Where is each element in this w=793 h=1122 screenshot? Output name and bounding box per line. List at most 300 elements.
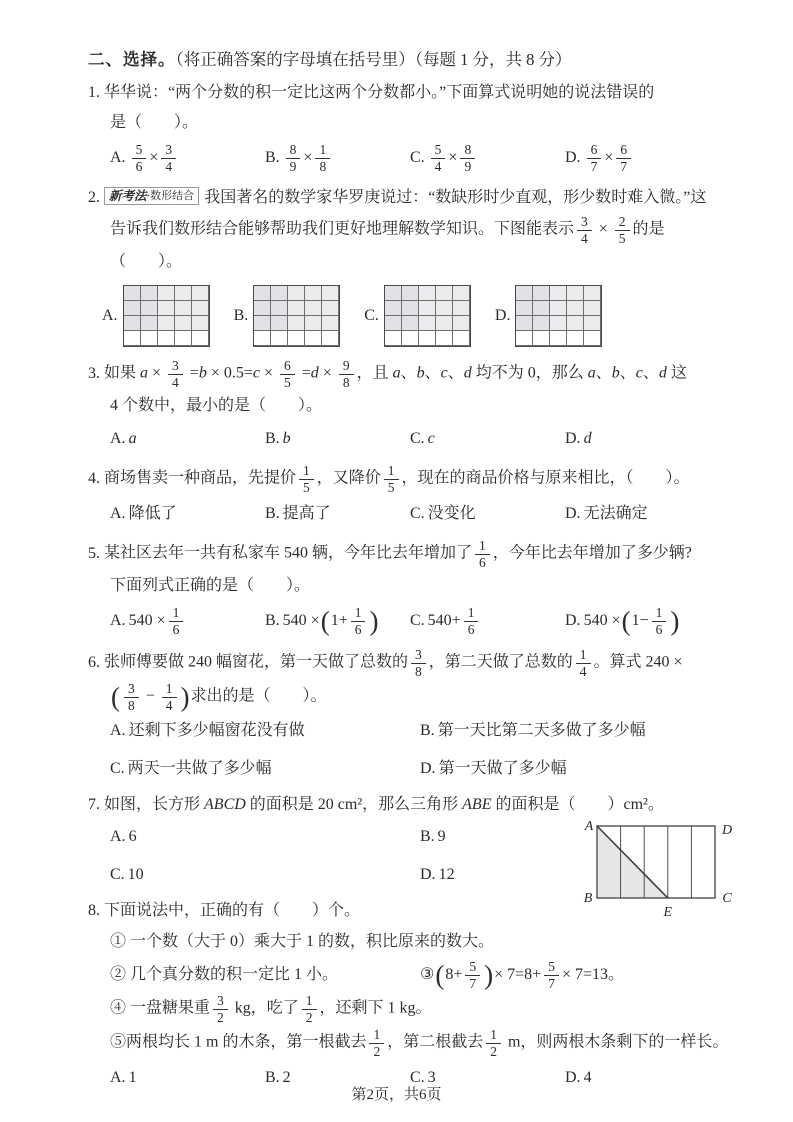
text: 求出的是（ ）。 <box>190 687 327 705</box>
question-line <box>88 391 735 421</box>
grid-option-d <box>495 285 603 347</box>
text: 的是（ ）。 <box>110 220 665 271</box>
math-variable: b <box>198 364 207 382</box>
text: ，第二根截去 <box>387 1034 484 1051</box>
grid-option-c <box>364 285 471 347</box>
fraction-denominator: 4 <box>577 230 592 247</box>
grid-cell <box>288 331 305 346</box>
option-a <box>110 822 420 852</box>
fraction-numerator: 6 <box>284 358 291 374</box>
statement-item <box>88 1026 735 1060</box>
math-variable: b <box>416 364 425 382</box>
fraction-numerator: 6 <box>590 142 598 157</box>
math-variable: c <box>440 364 448 382</box>
badge-main-text: 新考法 <box>109 189 147 204</box>
fraction <box>302 993 317 1025</box>
question-number: 2. <box>88 189 100 207</box>
text: 10 <box>127 866 144 884</box>
fraction-denominator: 9 <box>286 158 301 175</box>
question-number: 7. <box>88 796 100 814</box>
option-label: C. <box>410 505 425 523</box>
question-8 <box>88 896 735 1093</box>
fraction <box>299 463 314 495</box>
section-title: 选择。 <box>123 50 176 69</box>
grid-cell <box>584 331 601 346</box>
option-label: C. <box>410 1069 425 1087</box>
grid-cell <box>305 301 322 316</box>
option-d <box>565 499 735 529</box>
fraction-numerator: 1 <box>303 463 310 479</box>
statement-item <box>88 926 735 958</box>
grid-cell <box>550 301 567 316</box>
fraction-denominator: 5 <box>615 230 630 247</box>
grid-cell <box>158 331 175 346</box>
fraction <box>384 463 399 495</box>
big-paren: ) <box>670 606 680 637</box>
grid-cell <box>453 301 470 316</box>
option-label: A. <box>110 612 126 630</box>
option-d <box>420 754 735 784</box>
text: ④ 一盘糖果重 <box>110 999 211 1017</box>
grid-cell <box>385 301 402 316</box>
question-3 <box>88 357 735 454</box>
text: = <box>185 364 199 382</box>
fraction-denominator: 4 <box>162 697 177 714</box>
grid-cell <box>192 331 209 346</box>
fraction-denominator: 7 <box>616 158 631 175</box>
text: 540 × <box>583 612 621 630</box>
option-c <box>410 499 565 529</box>
fraction <box>411 647 426 679</box>
grid-cell <box>141 301 158 316</box>
grid-option-b <box>234 285 341 347</box>
fraction-denominator: 4 <box>431 158 446 175</box>
math-variable: b <box>611 364 620 382</box>
grid-cell <box>516 286 533 301</box>
fraction-numerator: 8 <box>289 142 297 157</box>
option-label: B. <box>265 1069 280 1087</box>
option-c <box>410 604 565 638</box>
grid-cell <box>567 286 584 301</box>
text: m，则两根木条剩下的一样长。 <box>503 1034 729 1051</box>
fraction <box>577 214 592 246</box>
fraction-denominator: 8 <box>411 663 426 680</box>
fraction-grid-figure <box>253 285 340 347</box>
option-d <box>565 141 735 175</box>
fraction <box>465 959 480 991</box>
question-5 <box>88 537 735 638</box>
grid-cell <box>124 316 141 331</box>
text: 12 <box>438 866 455 884</box>
option-label: C. <box>110 760 125 778</box>
grid-option-label: B. <box>233 307 249 325</box>
question-line <box>88 108 735 138</box>
grid-option-label: C. <box>364 307 379 325</box>
text: 的面积是（ ）cm²。 <box>491 796 664 814</box>
grid-cell <box>175 301 192 316</box>
big-paren: ) <box>369 606 379 637</box>
options-row <box>88 424 735 454</box>
text: × 7=8+ <box>494 966 542 984</box>
text: 540+ <box>427 612 461 630</box>
fraction-numerator: 8 <box>464 142 472 157</box>
questions-list <box>88 78 735 1093</box>
text: 、 <box>595 364 612 382</box>
text: 、 <box>447 364 464 382</box>
question-line <box>88 462 735 496</box>
option-label: C. <box>410 430 425 448</box>
text: 6 <box>128 828 137 846</box>
fraction <box>652 605 667 637</box>
text: 540 × <box>128 612 166 630</box>
text: × <box>448 149 458 167</box>
option-label: A. <box>110 828 126 846</box>
grid-cell <box>402 331 419 346</box>
text: ，且 <box>356 364 393 382</box>
grid-cell <box>533 286 550 301</box>
text: ，今年比去年增加了多少辆? <box>492 544 692 562</box>
option-c <box>410 424 565 454</box>
grid-cell <box>271 301 288 316</box>
question-line <box>88 896 735 926</box>
fraction-numerator: 3 <box>217 993 224 1009</box>
grid-cell <box>402 286 419 301</box>
text: 均不为 0，那么 <box>471 364 588 382</box>
question-number: 4. <box>88 469 100 487</box>
option-label: B. <box>265 149 280 167</box>
text: 8+ <box>445 966 463 984</box>
section-header <box>88 46 735 70</box>
option-label: A. <box>110 1069 126 1087</box>
grid-option-a <box>102 285 210 347</box>
grid-option-label: A. <box>102 307 118 325</box>
text: 2 <box>282 1069 291 1087</box>
grid-cell <box>516 331 533 346</box>
text: ，还剩下 1 kg。 <box>319 999 432 1017</box>
option-a <box>110 716 420 746</box>
text: ，第二天做了总数的 <box>428 653 573 671</box>
text: 、 <box>642 364 659 382</box>
fraction-numerator: 3 <box>581 214 588 230</box>
fraction-denominator: 8 <box>339 374 354 391</box>
fraction-numerator: 1 <box>479 538 486 554</box>
fraction-denominator: 5 <box>280 374 295 391</box>
fraction-denominator: 9 <box>460 158 475 175</box>
option-d <box>565 604 735 638</box>
text: 、 <box>619 364 636 382</box>
grid-cell <box>567 316 584 331</box>
grid-cell <box>322 316 339 331</box>
text: − <box>141 687 159 705</box>
statement-item <box>420 958 735 992</box>
fraction-denominator: 5 <box>299 479 314 496</box>
question-line <box>88 183 735 213</box>
grid-cell <box>288 316 305 331</box>
text: 华华说：“两个分数的积一定比这两个分数都小。”下面算式说明她的说法错误的 <box>104 84 655 101</box>
option-label: A. <box>110 505 126 523</box>
grid-cell <box>288 301 305 316</box>
fraction-denominator: 6 <box>169 621 184 638</box>
grid-cell <box>192 316 209 331</box>
grid-cell <box>254 286 271 301</box>
fraction-denominator: 2 <box>213 1009 228 1026</box>
grid-cell <box>254 331 271 346</box>
fraction-numerator: 1 <box>655 605 663 621</box>
grid-option-label: D. <box>494 307 511 325</box>
text: 4 个数中，最小的是（ ）。 <box>110 397 323 415</box>
big-paren: ( <box>621 606 631 637</box>
grid-cell <box>453 286 470 301</box>
grid-cell <box>516 301 533 316</box>
fraction <box>286 142 301 174</box>
math-variable: c <box>635 364 643 382</box>
grid-cell <box>124 331 141 346</box>
option-c <box>110 754 420 784</box>
grid-cell <box>550 331 567 346</box>
option-label: D. <box>565 505 581 523</box>
grid-cell <box>436 301 453 316</box>
text: 如图，长方形 <box>104 796 205 814</box>
text: × <box>318 364 336 382</box>
fraction-denominator: 4 <box>168 374 183 391</box>
text: 下面列式正确的是（ ）。 <box>110 577 311 595</box>
grid-cell <box>419 301 436 316</box>
grid-cell <box>533 331 550 346</box>
fraction-denominator: 6 <box>464 621 479 638</box>
grid-cell <box>584 301 601 316</box>
fraction-grid-figure <box>123 285 210 347</box>
grid-cell <box>254 316 271 331</box>
fraction-numerator: 9 <box>342 358 350 374</box>
question-line <box>88 646 735 680</box>
grid-cell <box>254 301 271 316</box>
svg-text:E: E <box>663 905 673 921</box>
text: 商场售卖一种商品，先提价 <box>104 469 297 487</box>
fraction-denominator: 4 <box>576 663 591 680</box>
option-a <box>110 141 265 175</box>
fraction-denominator: 6 <box>475 554 490 571</box>
text: 没变化 <box>427 505 476 523</box>
text: 的面积是 20 cm²，那么三角形 <box>245 796 463 814</box>
question-2 <box>88 183 735 347</box>
text: 、 <box>424 364 441 382</box>
math-variable: a <box>587 364 596 382</box>
fraction <box>213 993 228 1025</box>
math-variable: d <box>463 364 472 382</box>
text: 某社区去年一共有私家车 540 辆，今年比去年增加了 <box>104 544 473 562</box>
option-a <box>110 424 265 454</box>
fraction-denominator: 6 <box>652 621 667 638</box>
math-variable: b <box>282 430 291 448</box>
fraction <box>616 142 631 174</box>
option-b <box>265 141 410 175</box>
math-variable: a <box>128 430 137 448</box>
grid-cell <box>158 301 175 316</box>
text: 两天一共做了多少幅 <box>127 760 272 778</box>
big-paren: ( <box>111 682 120 713</box>
math-variable: ABCD <box>204 796 246 814</box>
option-b <box>265 424 410 454</box>
fraction-numerator: 1 <box>305 993 313 1009</box>
fraction-denominator: 8 <box>315 158 330 175</box>
fraction <box>431 142 446 174</box>
grid-cell <box>436 331 453 346</box>
grid-cell <box>533 301 550 316</box>
grid-cell <box>550 316 567 331</box>
fraction-denominator: 2 <box>302 1009 317 1026</box>
text: × 7=13。 <box>561 966 625 984</box>
grid-cell <box>584 316 601 331</box>
fraction <box>351 605 366 637</box>
option-label: D. <box>420 760 436 778</box>
text: 第一天比第二天多做了多少幅 <box>437 722 646 740</box>
option-label: A. <box>110 149 126 167</box>
text: 1+ <box>330 612 348 630</box>
option-b <box>265 604 410 638</box>
statement-item <box>88 992 735 1026</box>
fraction-denominator: 6 <box>132 158 147 175</box>
option-label: D. <box>420 866 436 884</box>
big-paren: ( <box>435 960 445 991</box>
grid-cell <box>124 286 141 301</box>
options-row <box>88 604 735 638</box>
fraction-numerator: 1 <box>387 463 395 479</box>
option-label: D. <box>565 149 581 167</box>
text: 1 <box>128 1069 137 1087</box>
text: 3 <box>427 1069 436 1087</box>
options-row <box>88 141 735 175</box>
statement-item <box>110 960 420 990</box>
fraction-denominator: 8 <box>124 697 139 714</box>
fraction-denominator: 7 <box>544 975 559 992</box>
fraction-denominator: 2 <box>369 1043 384 1060</box>
question-line <box>88 213 735 277</box>
grid-cell <box>567 331 584 346</box>
math-variable: d <box>310 364 319 382</box>
text: 。算式 240 × <box>593 653 683 671</box>
fraction <box>464 605 479 637</box>
grid-cell <box>192 301 209 316</box>
grid-cell <box>175 316 192 331</box>
fraction-numerator: 3 <box>415 647 422 663</box>
text: kg，吃了 <box>230 999 299 1017</box>
fraction <box>339 358 354 390</box>
grid-cell <box>322 286 339 301</box>
fraction <box>132 142 147 174</box>
fraction-denominator: 5 <box>384 479 399 496</box>
option-label: C. <box>410 612 425 630</box>
grid-cell <box>419 286 436 301</box>
grid-cell <box>271 286 288 301</box>
option-label: B. <box>420 722 435 740</box>
statement-two-column-row <box>88 958 735 992</box>
question-number: 5. <box>88 544 100 562</box>
grid-cell <box>402 316 419 331</box>
fraction-numerator: 3 <box>165 142 173 157</box>
text: × <box>259 364 278 382</box>
grid-cell <box>141 331 158 346</box>
fraction <box>161 142 176 174</box>
fraction <box>280 358 295 390</box>
option-label: A. <box>110 430 126 448</box>
grid-cell <box>271 331 288 346</box>
grid-cell <box>158 286 175 301</box>
grid-cell <box>124 301 141 316</box>
text: 4 <box>583 1069 592 1087</box>
grid-cell <box>305 331 322 346</box>
text: 张师傅要做 240 幅窗花，第一天做了总数的 <box>104 653 409 671</box>
fraction-numerator: 3 <box>172 358 179 374</box>
options-row <box>88 716 735 784</box>
text: × <box>148 364 166 382</box>
section-instructions: （将正确答案的字母填在括号里）（每题 1 分，共 8 分） <box>175 50 572 69</box>
fraction <box>576 647 591 679</box>
text: ，现在的商品价格与原来相比，（ ）。 <box>401 469 690 487</box>
question-line <box>88 680 735 714</box>
grid-cell <box>175 331 192 346</box>
math-variable: a <box>392 364 401 382</box>
option-label: A. <box>110 722 126 740</box>
question-line <box>88 357 735 391</box>
grid-cell <box>158 316 175 331</box>
text: 我国著名的数学家华罗庚说过：“数缺形时少直观，形少数时难入微。”这 <box>204 189 707 207</box>
grid-cell <box>453 331 470 346</box>
fraction-numerator: 5 <box>135 142 143 157</box>
option-c <box>410 141 565 175</box>
fraction-denominator: 7 <box>465 975 480 992</box>
math-variable: d <box>658 364 667 382</box>
option-label: B. <box>265 612 280 630</box>
fraction-numerator: 1 <box>490 1027 497 1043</box>
text: ⑤两根均长 1 m 的木条，第一根截去 <box>110 1034 367 1051</box>
fraction <box>315 142 330 174</box>
fraction-numerator: 1 <box>319 142 327 157</box>
svg-text:D: D <box>721 823 733 839</box>
svg-text:C: C <box>722 891 732 907</box>
math-variable: a <box>140 364 149 382</box>
option-b <box>420 716 735 746</box>
fraction <box>587 142 602 174</box>
question-1 <box>88 78 735 175</box>
question-line <box>88 78 735 108</box>
question-4 <box>88 462 735 529</box>
fraction-denominator: 4 <box>161 158 176 175</box>
grid-cell <box>141 286 158 301</box>
grid-cell <box>305 316 322 331</box>
text: 1− <box>631 612 649 630</box>
grid-cell <box>436 286 453 301</box>
big-paren: ( <box>320 606 330 637</box>
text: = <box>297 364 311 382</box>
text: 这 <box>666 364 687 382</box>
math-variable: c <box>252 364 260 382</box>
fraction-numerator: 1 <box>467 605 475 621</box>
grid-cell <box>175 286 192 301</box>
option-d <box>565 424 735 454</box>
math-variable: c <box>427 430 435 448</box>
fraction <box>169 605 184 637</box>
grid-options-row <box>88 285 735 347</box>
option-b <box>265 499 410 529</box>
question-number: 6. <box>88 653 100 671</box>
math-variable: d <box>583 430 592 448</box>
option-label: B. <box>265 430 280 448</box>
question-number: 3. <box>88 364 100 382</box>
fraction <box>615 214 630 246</box>
fraction <box>544 959 559 991</box>
text: ① 一个数（大于 0）乘大于 1 的数，积比原来的数大。 <box>110 933 495 951</box>
svg-text:B: B <box>583 891 593 907</box>
